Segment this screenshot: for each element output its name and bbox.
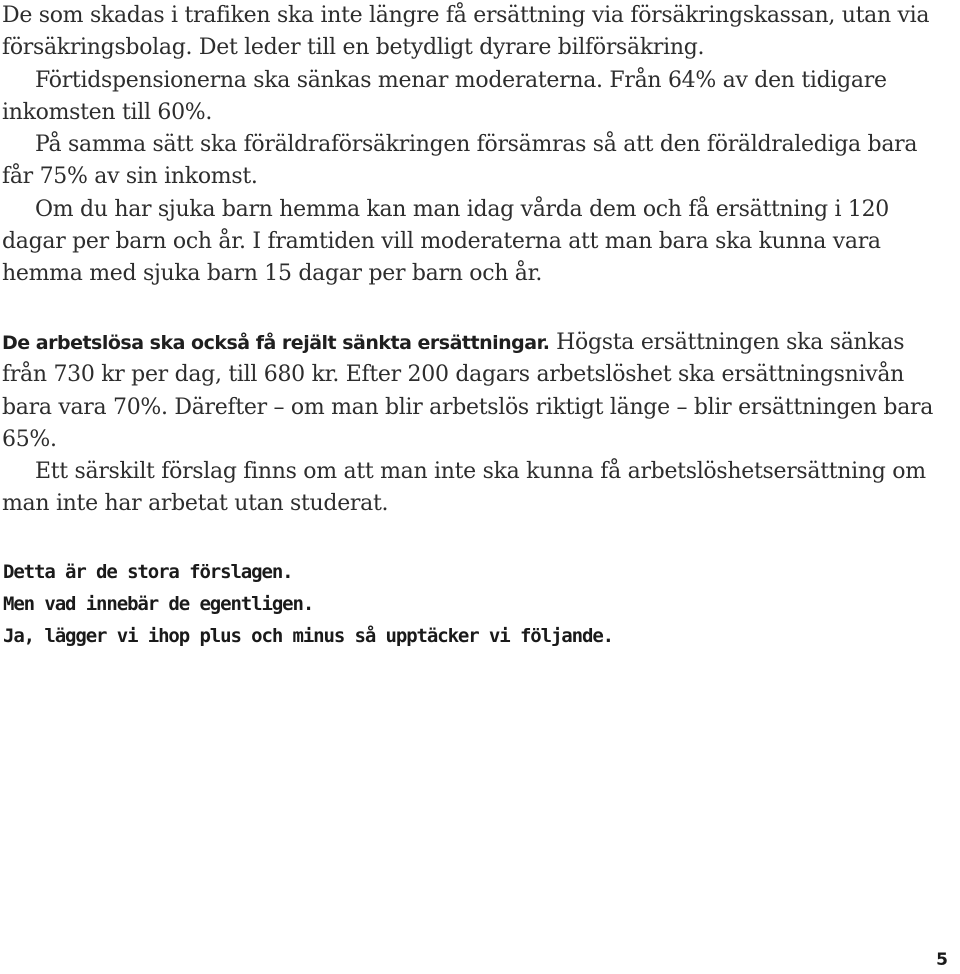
closing-line: Men vad innebär de egentligen. [3, 593, 314, 615]
paragraph-unemployment-benefits [2, 327, 952, 456]
closing-line: Ja, lägger vi ihop plus och minus så upptäcker vi följande. [3, 625, 613, 647]
paragraph-sick-children: Om du har sjuka barn hemma kan man idag vårda dem och få ersättning i 120 dagar per barn och år. I framtiden vill moderaterna att man bara ska kunna vara hemma med sjuka barn 15 dagar per barn och år. [2, 196, 889, 287]
paragraph-lead-heading: De arbetslösa ska också få rejält sänkta ersättningar. [2, 332, 550, 354]
section-social-insurance [2, 0, 952, 291]
paragraph-students-proposal: Ett särskilt förslag finns om att man inte ska kunna få arbetslöshetsersättning om man inte har arbetat utan studerat. [2, 459, 926, 517]
section-unemployment [2, 327, 952, 521]
paragraph-lead-text: Högsta ersättningen ska sänkas från 730 kr per dag, till 680 kr. Efter 200 dagars arbetslöshet ska ersättningsnivån bara vara 70%. Därefter – om man blir arbetslös riktigt länge – blir ersättningen bara 65%. [2, 330, 934, 452]
paragraph-traffic-injuries: De som skadas i trafiken ska inte längre få ersättning via försäkringskassan, utan via försäkringsbolag. Det leder till en betydligt dyrare bilförsäkring. [2, 3, 930, 61]
closing-summary [3, 556, 943, 652]
page-number: 5 [936, 950, 948, 970]
paragraph-parental-insurance: På samma sätt ska föräldraförsäkringen försämras så att den föräldralediga bara får 75% av sin inkomst. [2, 132, 918, 190]
closing-line: Detta är de stora förslagen. [3, 561, 293, 583]
paragraph-disability-pension: Förtidspensionerna ska sänkas menar moderaterna. Från 64% av den tidigare inkomsten till 60%. [2, 67, 887, 125]
